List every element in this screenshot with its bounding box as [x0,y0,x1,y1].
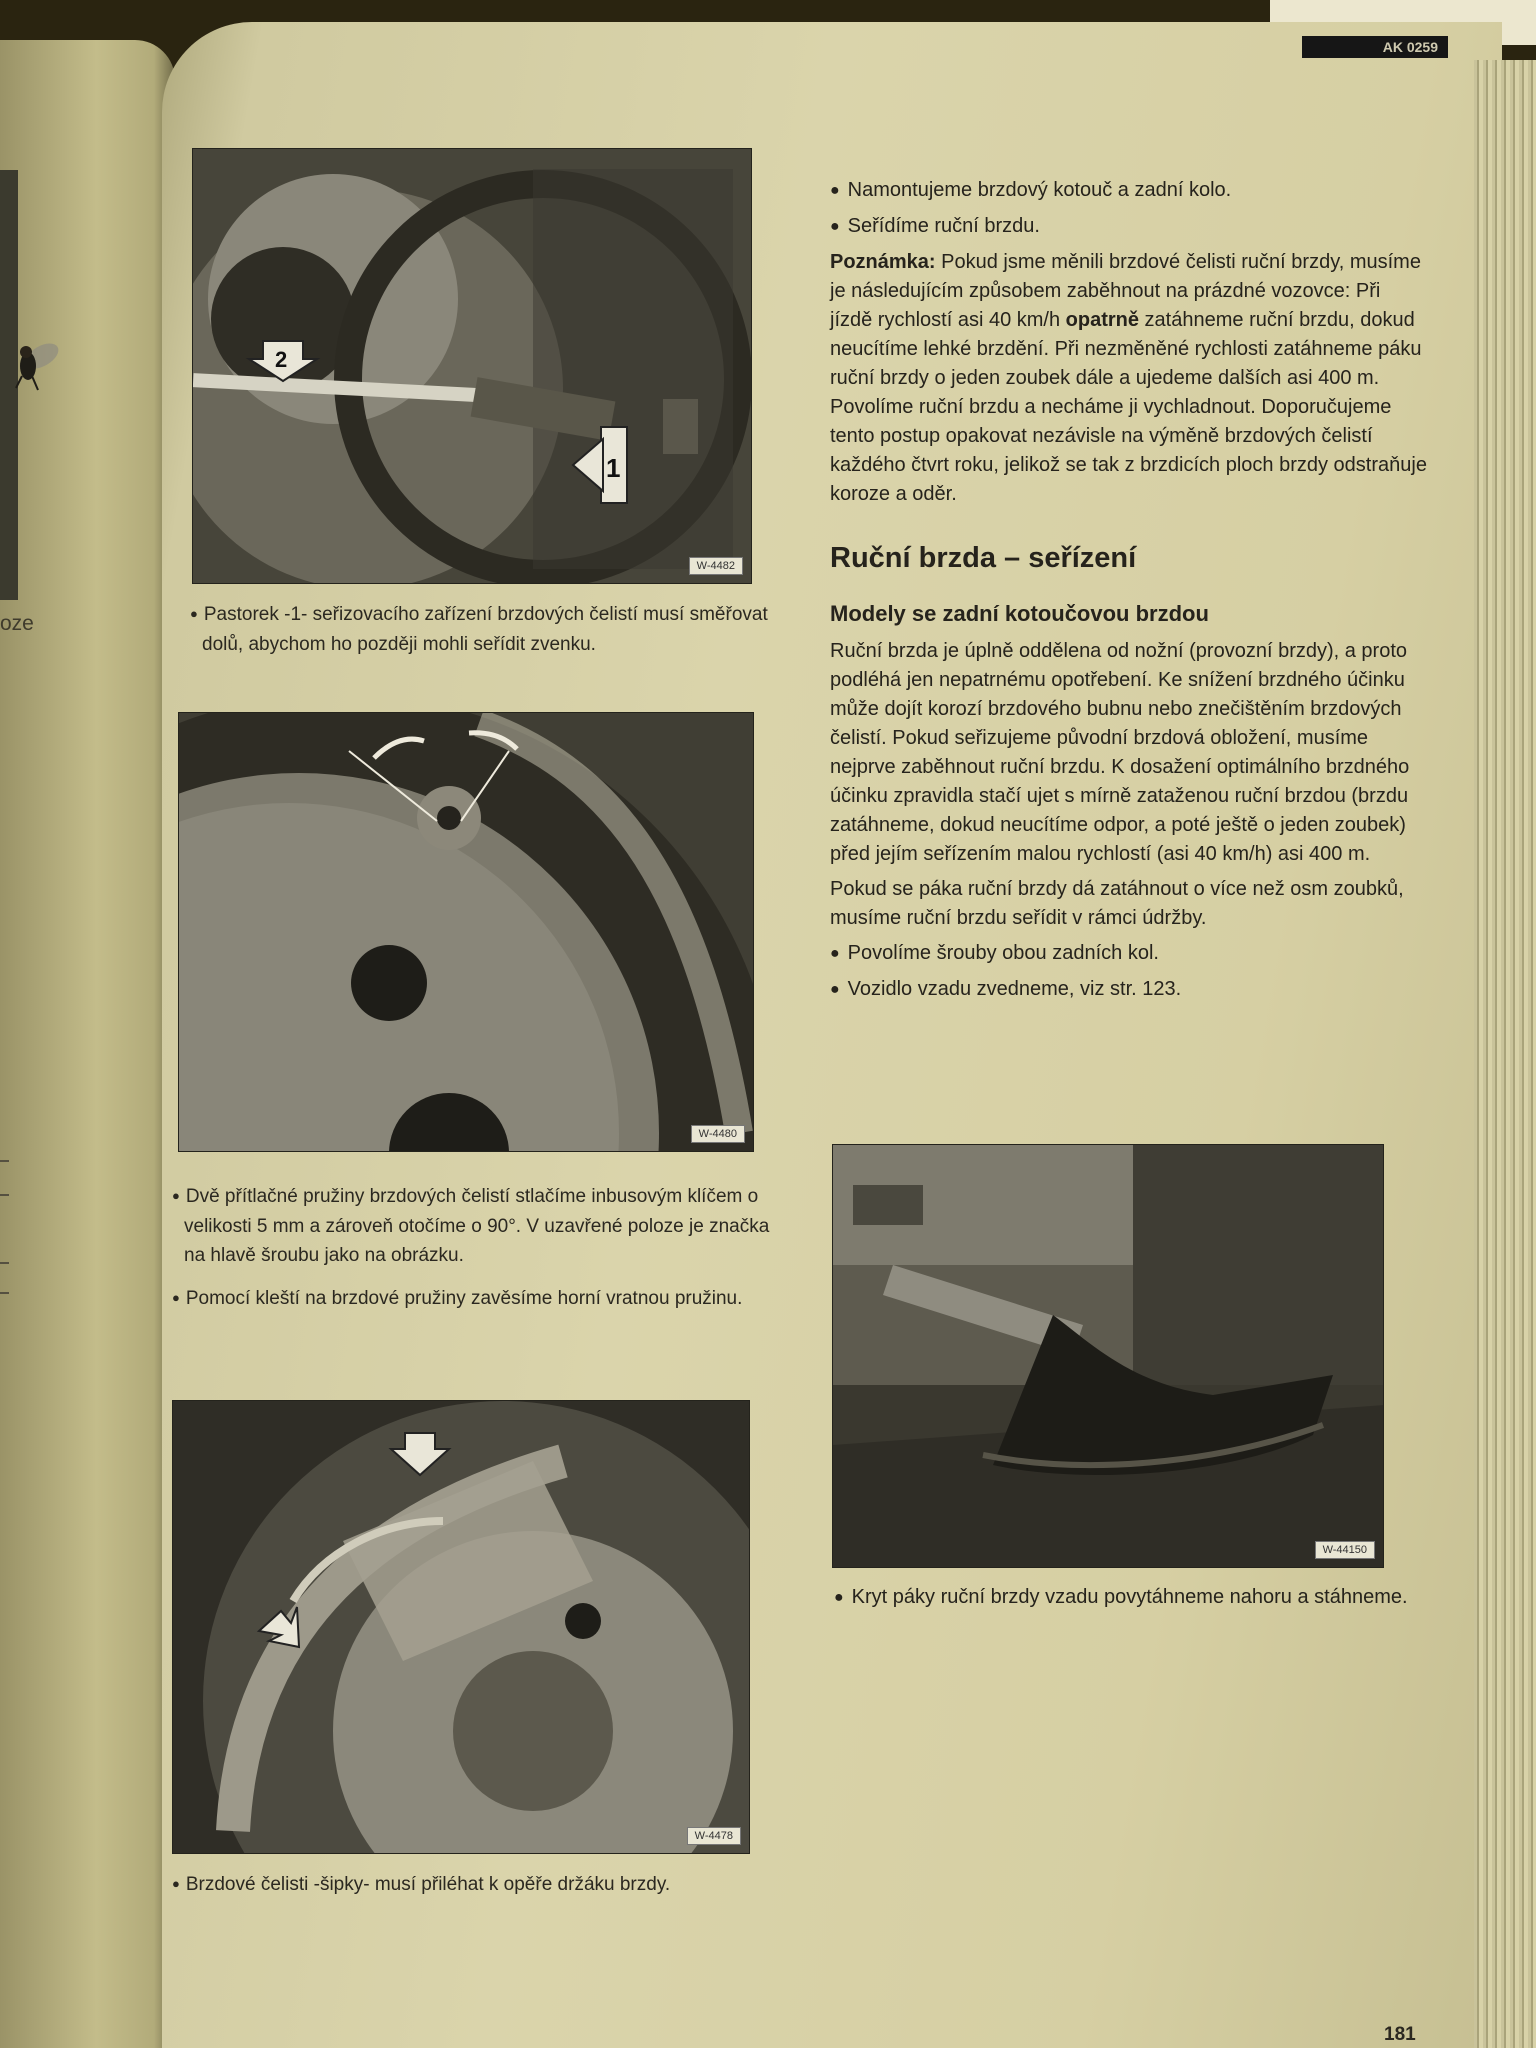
caption-text: ● Dvě přítlačné pružiny brzdových čelistí stlačíme inbusovým klíčem o velikosti 5 mm a zároveň otočíme o 90°. V uzavřené poloze je značka na hlavě šroubu jako na obrázku. [172,1182,792,1270]
left-page-mark [0,1194,9,1196]
caption-text: ● Pastorek -1- seřizovacího zařízení brzdových čelistí musí směřovat dolů, abychom ho později mohli seřídit zvenku. [190,600,790,659]
caption-text: ● Kryt páky ruční brzdy vzadu povytáhneme nahoru a stáhneme. [834,1582,1434,1614]
book-code-label: AK 0259 [1302,36,1448,58]
caption-fig3 [172,1870,792,1900]
left-page-fragment: oze [0,612,34,635]
figure-brake-shoes [172,1400,750,1854]
arrow-marker-2: 2 [275,347,288,372]
note-label: Poznámka: [830,251,936,273]
note-emphasis: opatrně [1065,309,1139,331]
caption-fig4 [834,1578,1434,1614]
left-page-mark [0,1292,9,1294]
bullet-item: ● Povolíme šrouby obou zadních kol. [830,939,1427,969]
note-text: Pokud jsme měnili brzdové čelisti ruční brzdy, musíme je následujícím způsobem zaběhnout na prázdné vozovce: Při jízdě rychlostí asi 40 km/h [830,251,1421,331]
bullet-item: ● Namontujeme brzdový kotouč a zadní kolo. [830,176,1427,206]
caption-fig1 [190,600,790,659]
bullet-item: ● Seřídíme ruční brzdu. [830,212,1427,242]
arrow-marker-1: 1 [606,453,621,483]
caption-text: ● Brzdové čelisti -šipky- musí přiléhat k opěře držáku brzdy. [172,1870,792,1900]
right-column [830,172,1427,1005]
left-page-mark [0,1160,9,1162]
caption-fig2 [172,1182,792,1314]
figure-pressure-springs [178,712,754,1152]
note-paragraph [830,248,1427,509]
fly-image [12,336,64,406]
figure-code: W-44150 [1315,1541,1375,1559]
figure-code: W-4478 [687,1827,741,1845]
figure-brake-shoe-adjuster [192,148,752,584]
page-edges [1474,60,1536,2048]
figure-handbrake-lever [832,1144,1384,1568]
body-paragraph: Pokud se páka ruční brzdy dá zatáhnout o více než osm zoubků, musíme ruční brzdu seřídit v rámci údržby. [830,878,1404,929]
note-text: zatáhneme ruční brzdu, dokud neucítíme lehké brzdění. Při nezměněné rychlosti zatáhneme páku ruční brzdy o jeden zoubek dále a ujedeme dalších asi 400 m. Povolíme ruční brzdu a necháme ji vychladnout. Doporučujeme tento postup opakovat nezávisle na výměně brzdových čelistí každého čtvrt roku, jelikož se tak z brzdicích ploch brzdy odstraňuje koroze a oděr. [830,309,1427,505]
section-title: Ruční brzda – seřízení [830,542,1137,574]
figure-code: W-4480 [691,1125,745,1143]
page-number: 181 [1384,2024,1416,2045]
subsection-title: Modely se zadní kotoučovou brzdou [830,601,1209,626]
body-paragraph: Ruční brzda je úplně oddělena od nožní (provozní brzdy), a proto podléhá jen nepatrnému opotřebení. Ke snížení brzdného účinku může dojít korozí brzdového bubnu nebo znečištěním brzdových čelistí. Pokud seřizujeme původní brzdová obložení, musíme nejprve zaběhnout ruční brzdu. K dosažení optimálního brzdného účinku zpravidla stačí ujet s mírně zataženou ruční brzdou (brzdu zatáhneme, dokud neucítíme odpor, a poté ještě o jeden zoubek) před jejím seřízením malou rychlostí (asi 40 km/h) asi 400 m. [830,640,1410,865]
caption-text: ● Pomocí kleští na brzdové pružiny zavěsíme horní vratnou pružinu. [172,1284,792,1314]
figure-code: W-4482 [689,557,743,575]
bullet-item: ● Vozidlo vzadu zvedneme, viz str. 123. [830,975,1427,1005]
left-page-mark [0,1262,9,1264]
